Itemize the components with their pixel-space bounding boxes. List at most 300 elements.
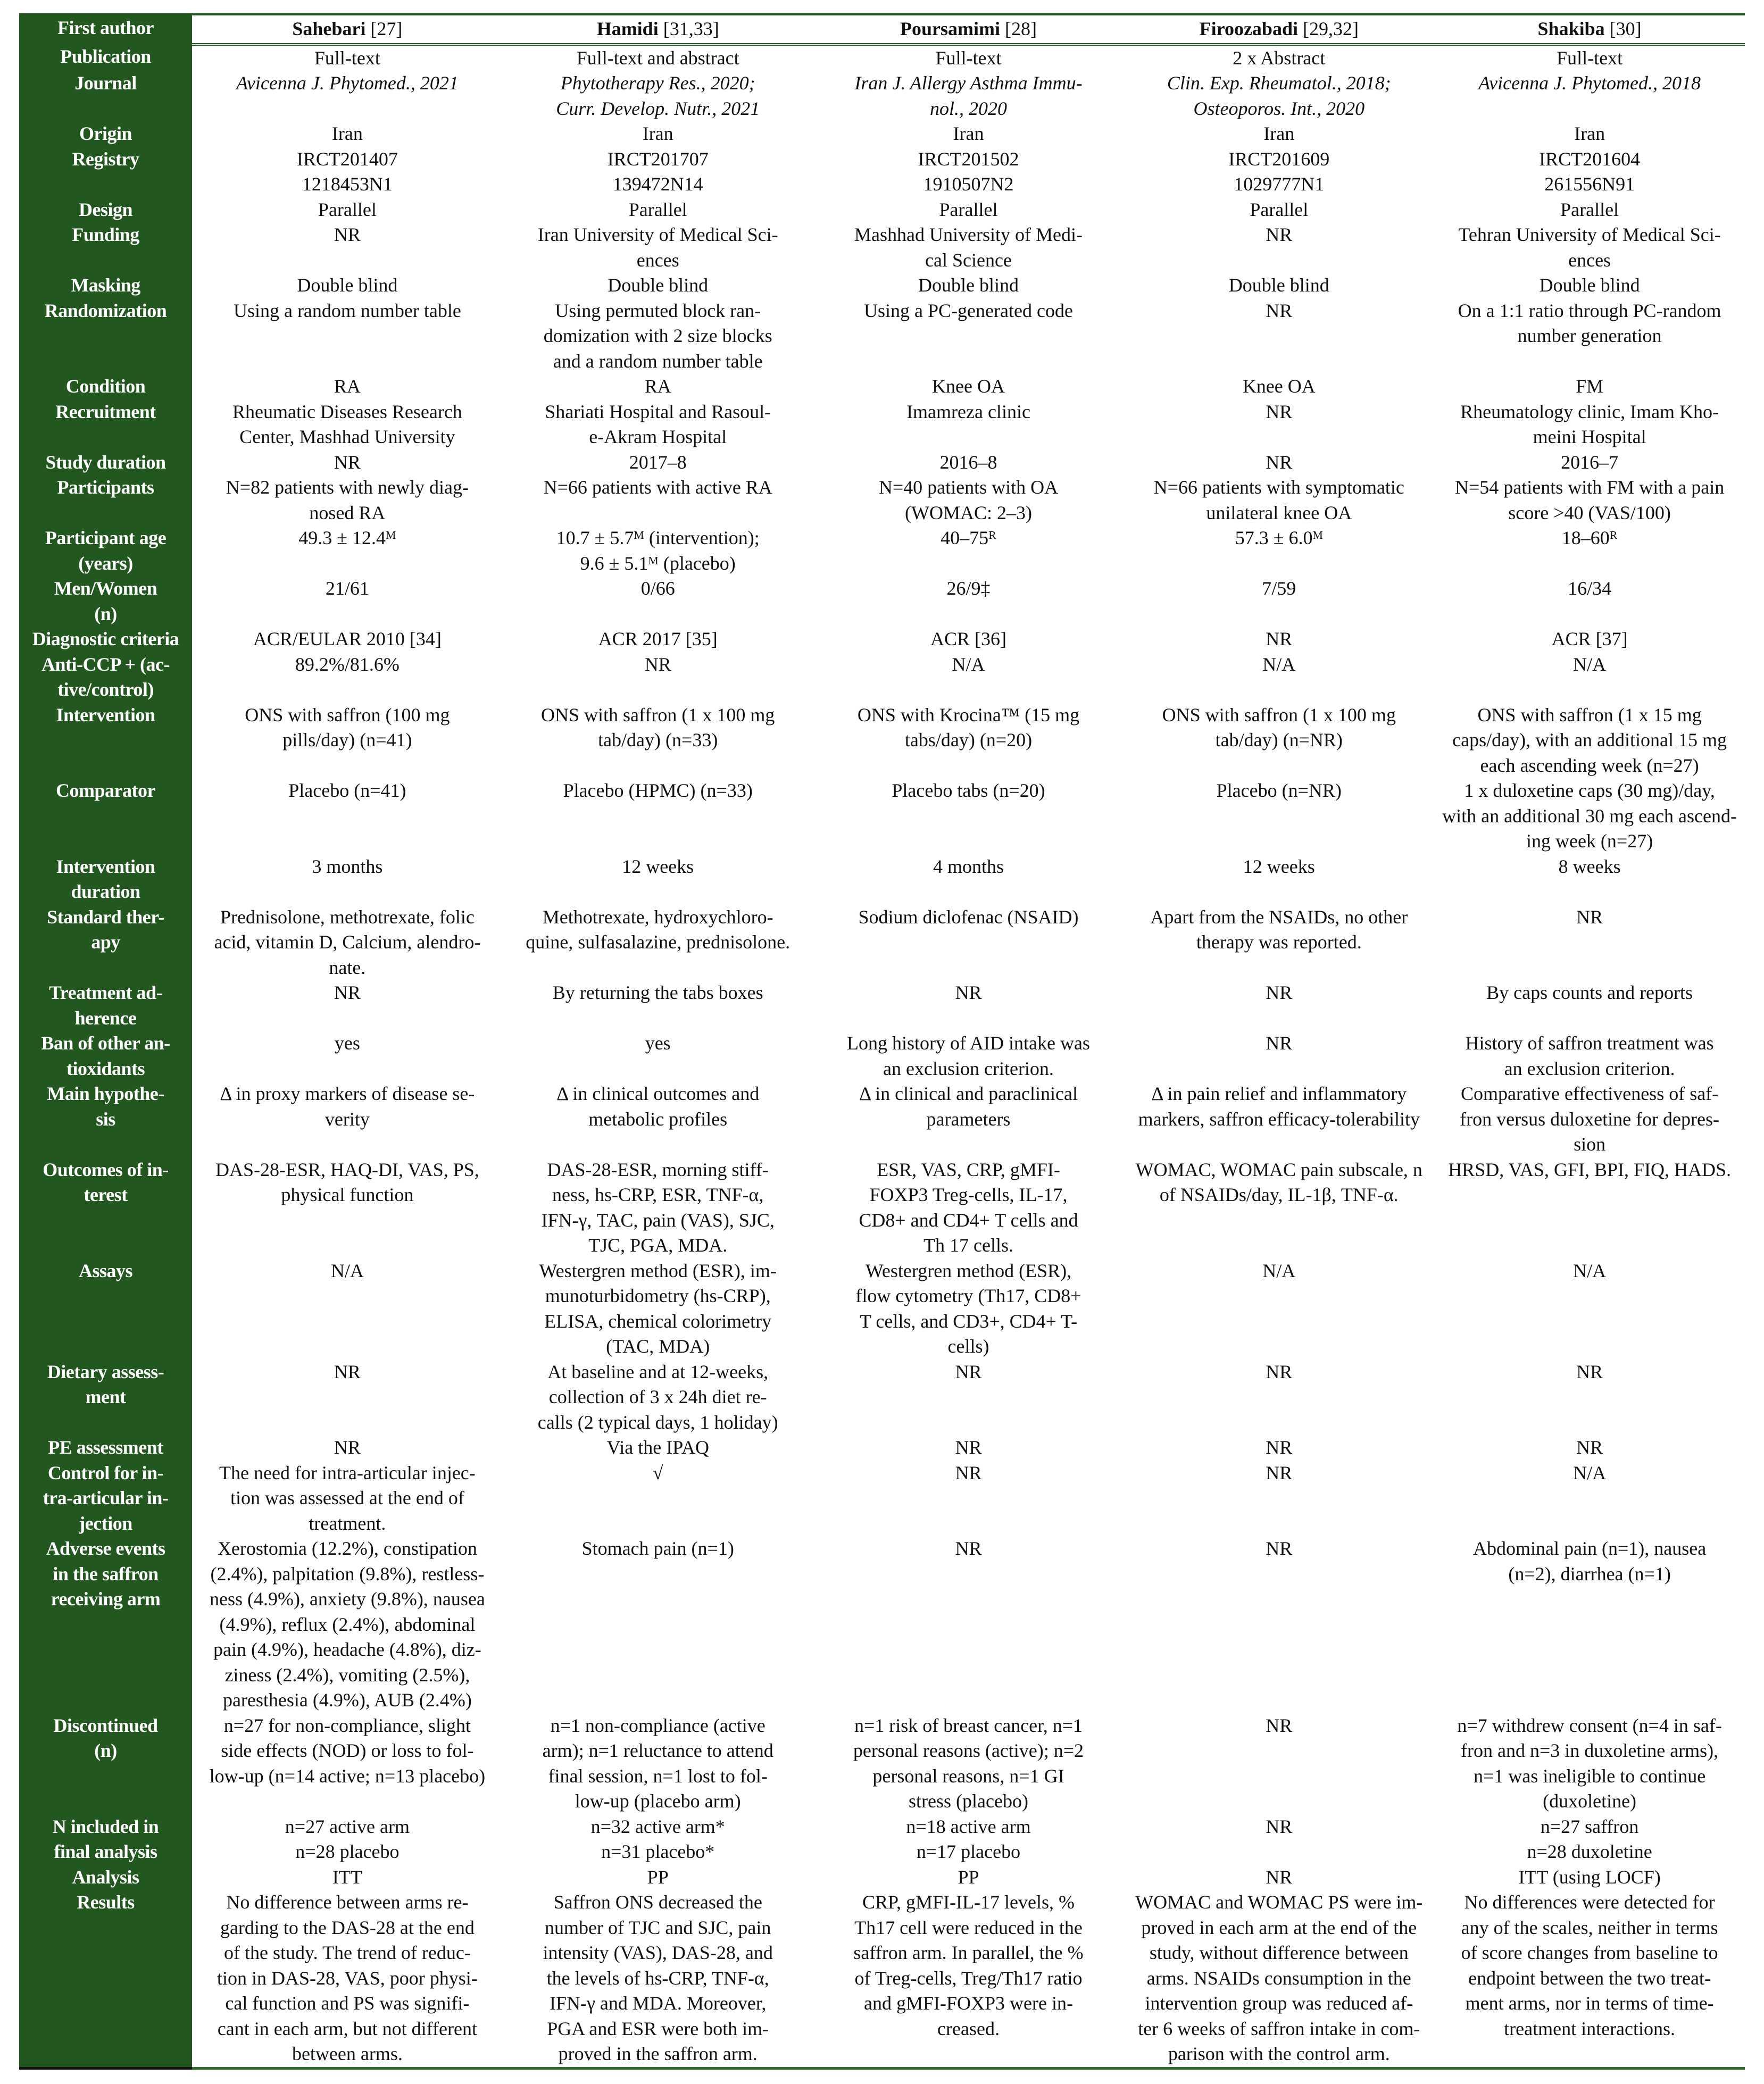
cell-line: low-up (placebo arm) <box>575 1790 741 1812</box>
table-row <box>19 197 1745 223</box>
cell-line: N/A <box>1573 1462 1607 1483</box>
table-cell <box>503 71 813 121</box>
cell-line: Westergren method (ESR), <box>865 1260 1072 1281</box>
row-label <box>19 121 192 147</box>
cell-line: n=28 duxoletine <box>1527 1841 1652 1862</box>
cell-line: Δ in pain relief and inflammatory <box>1151 1083 1407 1104</box>
row-label <box>19 222 192 273</box>
table-cell <box>503 298 813 374</box>
table-cell <box>813 1890 1124 2068</box>
cell-line: fron and n=3 in duxoletine arms), <box>1460 1740 1719 1761</box>
cell-line: NR <box>1266 1437 1293 1458</box>
cell-line: No difference between arms re- <box>226 1891 469 1913</box>
cell-line: Clin. Exp. Rheumatol., 2018; <box>1167 72 1391 94</box>
cell-line: Double blind <box>608 274 709 296</box>
cell-line: N=82 patients with newly diag- <box>226 477 469 498</box>
table-cell <box>813 854 1124 905</box>
table-cell <box>192 1713 503 1814</box>
cell-line: Iran J. Allergy Asthma Immu- <box>854 72 1083 94</box>
table-cell <box>1434 197 1745 223</box>
table-cell <box>1124 1258 1434 1360</box>
table-cell <box>192 1461 503 1537</box>
corner-label: First author <box>19 14 192 44</box>
cell-line: of the study. The trend of reduc- <box>223 1942 471 1963</box>
cell-line: ONS with saffron (1 x 15 mg <box>1477 704 1702 726</box>
study-characteristics-table <box>19 13 1745 2070</box>
row-label <box>19 298 192 374</box>
cell-line: sion <box>1574 1133 1606 1155</box>
table-cell <box>1434 399 1745 450</box>
row-label-line: Treatment ad- <box>48 982 163 1003</box>
cell-line: 49.3 ± 12.4ᴹ <box>298 527 396 548</box>
table-cell <box>813 197 1124 223</box>
row-label-line: jection <box>79 1512 132 1534</box>
cell-line: of Treg-cells, Treg/Th17 ratio <box>854 1967 1083 1989</box>
table-cell <box>192 1536 503 1713</box>
cell-line: low-up (n=14 active; n=13 placebo) <box>209 1765 486 1787</box>
table-row <box>19 121 1745 147</box>
row-label-line: Men/Women <box>54 578 157 599</box>
cell-line: NR <box>1266 982 1293 1003</box>
cell-line: N/A <box>1262 653 1296 675</box>
row-label-line: Intervention <box>56 855 155 877</box>
cell-line: Curr. Develop. Nutr., 2021 <box>556 97 760 119</box>
table-row <box>19 1713 1745 1814</box>
cell-line: verity <box>324 1108 370 1130</box>
table-cell <box>192 652 503 703</box>
cell-line: Rheumatic Diseases Research <box>232 401 462 422</box>
table-cell <box>1124 450 1434 476</box>
cell-line: tabs/day) (n=20) <box>904 729 1033 751</box>
table-row <box>19 222 1745 273</box>
row-label-line: Results <box>77 1891 135 1913</box>
cell-line: By caps counts and reports <box>1486 982 1693 1003</box>
cell-line: the levels of hs-CRP, TNF-α, <box>546 1967 769 1989</box>
cell-line: Th 17 cells. <box>923 1235 1013 1256</box>
cell-line: n=27 for non-compliance, slight <box>223 1714 471 1736</box>
table-row <box>19 1360 1745 1436</box>
column-header: Firoozabadi [29,32] <box>1124 14 1434 44</box>
cell-line: DAS-28-ESR, morning stiff- <box>547 1158 769 1180</box>
table-row <box>19 475 1745 526</box>
row-label-line: Condition <box>65 376 146 397</box>
cell-line: ing week (n=27) <box>1526 830 1653 852</box>
cell-line: Knee OA <box>1242 376 1316 397</box>
table-cell <box>503 44 813 71</box>
cell-line: pills/day) (n=41) <box>282 729 412 751</box>
cell-line: RA <box>644 376 671 397</box>
row-label <box>19 475 192 526</box>
table-cell <box>503 1081 813 1157</box>
table-cell <box>1124 627 1434 652</box>
table-cell <box>503 1360 813 1436</box>
cell-line: arm); n=1 reluctance to attend <box>542 1740 773 1761</box>
row-label <box>19 576 192 627</box>
table-cell <box>192 1031 503 1081</box>
cell-line: 1218453N1 <box>302 173 393 195</box>
cell-line: caps/day), with an additional 15 mg <box>1452 729 1727 751</box>
row-label-line: Registry <box>72 148 139 170</box>
row-label <box>19 526 192 576</box>
cell-line: Phytotherapy Res., 2020; <box>560 72 755 94</box>
cell-line: Full-text <box>314 47 380 69</box>
table-row <box>19 374 1745 399</box>
row-label <box>19 1461 192 1537</box>
table-row <box>19 1865 1745 1890</box>
table-cell <box>192 905 503 981</box>
cell-line: 2017–8 <box>629 451 687 473</box>
table-cell <box>813 526 1124 576</box>
cell-line: NR <box>1266 628 1293 649</box>
table-cell <box>1434 1258 1745 1360</box>
table-cell <box>192 197 503 223</box>
cell-line: cal Science <box>925 249 1012 271</box>
table-row <box>19 1536 1745 1713</box>
cell-line: 16/34 <box>1568 578 1612 599</box>
cell-line: IRCT201604 <box>1539 148 1641 170</box>
table-cell <box>192 1081 503 1157</box>
row-label-line: tive/control) <box>57 679 154 700</box>
cell-line: 10.7 ± 5.7ᴹ (intervention); <box>556 527 760 548</box>
cell-line: Δ in clinical and paraclinical <box>859 1083 1078 1104</box>
cell-line: n=1 non-compliance (active <box>550 1714 765 1736</box>
cell-line: Full-text <box>935 47 1002 69</box>
table-cell <box>503 374 813 399</box>
cell-line: ness, hs-CRP, ESR, TNF-α, <box>552 1184 764 1205</box>
cell-line: with an additional 30 mg each ascend- <box>1442 805 1737 827</box>
table-cell <box>1434 1814 1745 1865</box>
table-cell <box>1124 905 1434 981</box>
cell-line: Avicenna J. Phytomed., 2021 <box>236 72 459 94</box>
table-cell <box>813 1157 1124 1258</box>
cell-line: 12 weeks <box>1243 855 1315 877</box>
cell-line: Parallel <box>939 198 998 220</box>
row-label-line: Participant age <box>45 527 167 548</box>
cell-line: 1029777N1 <box>1234 173 1325 195</box>
cell-line: At baseline and at 12-weeks, <box>547 1361 769 1382</box>
table-cell <box>813 652 1124 703</box>
table-cell <box>1124 44 1434 71</box>
cell-line: ter 6 weeks of saffron intake in com- <box>1138 2018 1420 2039</box>
cell-line: ness (4.9%), anxiety (9.8%), nausea <box>209 1588 485 1610</box>
table-cell <box>503 1435 813 1461</box>
cell-line: N/A <box>1573 653 1607 675</box>
row-label <box>19 44 192 71</box>
cell-line: Double blind <box>918 274 1019 296</box>
column-header: Hamidi [31,33] <box>503 14 813 44</box>
table-row <box>19 1814 1745 1865</box>
table-row <box>19 526 1745 576</box>
cell-line: NR <box>1266 224 1293 245</box>
cell-line: PP <box>647 1866 669 1888</box>
column-header: Poursamimi [28] <box>813 14 1124 44</box>
table-cell <box>813 121 1124 147</box>
cell-line: therapy was reported. <box>1196 931 1362 953</box>
column-header: Shakiba [30] <box>1434 14 1745 44</box>
cell-line: IRCT201407 <box>296 148 398 170</box>
cell-line: NR <box>644 653 671 675</box>
cell-line: Sodium diclofenac (NSAID) <box>858 906 1079 928</box>
cell-line: NR <box>1266 451 1293 473</box>
table-cell <box>813 1435 1124 1461</box>
cell-line: IFN-γ and MDA. Moreover, <box>550 1993 767 2014</box>
cell-line: Apart from the NSAIDs, no other <box>1150 906 1408 928</box>
cell-line: N=66 patients with symptomatic <box>1153 477 1404 498</box>
row-label-line: Diagnostic criteria <box>32 628 179 649</box>
cell-line: ONS with saffron (1 x 100 mg <box>1162 704 1396 726</box>
cell-line: NR <box>955 1437 982 1458</box>
table-cell <box>1124 1031 1434 1081</box>
table-row <box>19 273 1745 298</box>
cell-line: NR <box>1576 906 1603 928</box>
table-cell <box>813 222 1124 273</box>
cell-line: cant in each arm, but not different <box>217 2018 477 2039</box>
cell-line: IRCT201502 <box>918 148 1019 170</box>
cell-line: proved in each arm at the end of the <box>1141 1916 1417 1938</box>
table-cell <box>813 1081 1124 1157</box>
row-label-line: Control for in- <box>47 1462 164 1483</box>
row-label-line: Masking <box>71 274 140 296</box>
cell-line: DAS-28-ESR, HAQ-DI, VAS, PS, <box>215 1158 479 1180</box>
table-cell <box>813 703 1124 779</box>
cell-line: munoturbidometry (hs-CRP), <box>545 1285 771 1306</box>
cell-line: Iran <box>1263 123 1295 144</box>
table-cell <box>192 1865 503 1890</box>
cell-line: saffron arm. In parallel, the % <box>853 1942 1084 1963</box>
cell-line: parison with the control arm. <box>1168 2043 1390 2064</box>
table-cell <box>1434 627 1745 652</box>
table-cell <box>192 576 503 627</box>
cell-line: 2016–8 <box>939 451 997 473</box>
table-cell <box>813 1814 1124 1865</box>
cell-line: paresthesia (4.9%), AUB (2.4%) <box>222 1689 472 1711</box>
cell-line: On a 1:1 ratio through PC-random <box>1458 299 1721 321</box>
row-label-line: tioxidants <box>66 1057 145 1079</box>
cell-line: Abdominal pain (n=1), nausea <box>1473 1538 1707 1559</box>
cell-line: 2 x Abstract <box>1233 47 1326 69</box>
cell-line: ACR 2017 [35] <box>598 628 718 649</box>
cell-line: Mashhad University of Medi- <box>854 224 1083 245</box>
table-cell <box>192 399 503 450</box>
row-label <box>19 71 192 121</box>
column-header: Sahebari [27] <box>192 14 503 44</box>
cell-line: PP <box>958 1866 979 1888</box>
table-cell <box>192 1814 503 1865</box>
cell-line: NR <box>334 451 361 473</box>
table-cell <box>1434 854 1745 905</box>
table-cell <box>192 475 503 526</box>
table-cell <box>1124 1890 1434 2068</box>
row-label <box>19 197 192 223</box>
row-label-line: PE assessment <box>48 1437 163 1458</box>
cell-line: N/A <box>330 1260 364 1281</box>
cell-line: Δ in clinical outcomes and <box>556 1083 760 1104</box>
row-label <box>19 778 192 854</box>
table-row <box>19 905 1745 981</box>
row-label-line: Discontinued <box>53 1714 158 1736</box>
table-cell <box>1124 778 1434 854</box>
cell-line: Shariati Hospital and Rasoul- <box>545 401 771 422</box>
cell-line: NR <box>334 982 361 1003</box>
table-cell <box>1434 1157 1745 1258</box>
row-label-line: Publication <box>60 46 151 67</box>
row-label-line: Analysis <box>72 1866 139 1888</box>
cell-line: NR <box>1266 1714 1293 1736</box>
cell-line: 261556N91 <box>1544 173 1635 195</box>
cell-line: creased. <box>937 2018 1000 2039</box>
table-cell <box>1124 71 1434 121</box>
cell-line: number generation <box>1517 325 1662 346</box>
cell-line: physical function <box>281 1184 414 1205</box>
cell-line: N/A <box>952 653 985 675</box>
table-cell <box>813 1536 1124 1713</box>
row-label-line: herence <box>74 1007 137 1029</box>
cell-line: n=17 placebo <box>916 1841 1021 1862</box>
table-row <box>19 1461 1745 1537</box>
cell-line: The need for intra-articular injec- <box>219 1462 476 1483</box>
cell-line: ACR [36] <box>930 628 1006 649</box>
row-label <box>19 980 192 1031</box>
row-label-line: Intervention <box>56 704 155 726</box>
table-cell <box>192 222 503 273</box>
row-label-line: (n) <box>94 1740 117 1761</box>
cell-line: NR <box>1266 1815 1293 1837</box>
row-label <box>19 1031 192 1081</box>
table-cell <box>503 1713 813 1814</box>
cell-line: metabolic profiles <box>588 1108 728 1130</box>
row-label <box>19 147 192 197</box>
table-cell <box>813 1360 1124 1436</box>
row-label-line: Anti-CCP + (ac- <box>41 653 170 675</box>
row-label <box>19 1865 192 1890</box>
table-cell <box>1124 475 1434 526</box>
cell-line: Osteoporos. Int., 2020 <box>1193 97 1365 119</box>
cell-line: n=27 saffron <box>1540 1815 1639 1837</box>
cell-line: IRCT201609 <box>1228 148 1330 170</box>
cell-line: calls (2 typical days, 1 holiday) <box>537 1411 778 1433</box>
row-label-line: duration <box>71 881 140 902</box>
cell-line: ESR, VAS, CRP, gMFI- <box>877 1158 1060 1180</box>
cell-line: n=18 active arm <box>906 1815 1031 1837</box>
cell-line: cal function and PS was signifi- <box>225 1993 470 2014</box>
table-cell <box>1124 1713 1434 1814</box>
cell-line: NR <box>955 982 982 1003</box>
cell-line: and gMFI-FOXP3 were in- <box>864 1993 1073 2014</box>
table-cell <box>1434 1865 1745 1890</box>
cell-line: Comparative effectiveness of saf- <box>1461 1083 1719 1104</box>
table-cell <box>503 627 813 652</box>
table-cell <box>1434 273 1745 298</box>
cell-line: NR <box>1266 1361 1293 1382</box>
row-label-line: Study duration <box>45 451 166 473</box>
cell-line: NR <box>1576 1437 1603 1458</box>
cell-line: ONS with saffron (100 mg <box>245 704 450 726</box>
table-cell <box>503 1258 813 1360</box>
row-label-line: Design <box>78 198 132 220</box>
row-label-line: tra-articular in- <box>43 1487 169 1508</box>
cell-line: NR <box>334 1361 361 1382</box>
cell-line: HRSD, VAS, GFI, BPI, FIQ, HADS. <box>1448 1158 1731 1180</box>
table-cell <box>503 1865 813 1890</box>
cell-line: Knee OA <box>932 376 1005 397</box>
table-cell <box>192 121 503 147</box>
cell-line: Stomach pain (n=1) <box>581 1538 734 1559</box>
table-cell <box>503 1890 813 2068</box>
cell-line: 139472N14 <box>612 173 703 195</box>
cell-line: FOXP3 Treg-cells, IL-17, <box>869 1184 1068 1205</box>
row-label-line: Standard ther- <box>47 906 164 928</box>
cell-line: (duxoletine) <box>1543 1790 1637 1812</box>
table-cell <box>1124 147 1434 197</box>
table-row <box>19 1890 1745 2068</box>
cell-line: Prednisolone, methotrexate, folic <box>220 906 475 928</box>
cell-line: Saffron ONS decreased the <box>553 1891 762 1913</box>
cell-line: pain (4.9%), headache (4.8%), diz- <box>213 1639 481 1660</box>
cell-line: n=1 risk of breast cancer, n=1 <box>854 1714 1083 1736</box>
table-body <box>19 44 1745 2068</box>
cell-line: tab/day) (n=33) <box>598 729 718 751</box>
cell-line: PGA and ESR were both im- <box>547 2018 769 2039</box>
header-row <box>19 14 1745 44</box>
row-label <box>19 1157 192 1258</box>
table-cell <box>1124 298 1434 374</box>
cell-line: No differences were detected for <box>1464 1891 1715 1913</box>
cell-line: (n=2), diarrhea (n=1) <box>1508 1563 1671 1585</box>
cell-line: Using a PC-generated code <box>864 299 1073 321</box>
cell-line: 3 months <box>312 855 383 877</box>
table-cell <box>813 374 1124 399</box>
cell-line: domization with 2 size blocks <box>543 325 772 346</box>
cell-line: unilateral knee OA <box>1206 502 1352 523</box>
table-cell <box>1434 71 1745 121</box>
row-label-line: apy <box>91 931 120 953</box>
table-cell <box>1434 1360 1745 1436</box>
table-row <box>19 778 1745 854</box>
table-cell <box>1434 222 1745 273</box>
cell-line: markers, saffron efficacy-tolerability <box>1138 1108 1420 1130</box>
table-cell <box>192 44 503 71</box>
table-cell <box>1124 1081 1434 1157</box>
cell-line: ONS with Krocina™ (15 mg <box>857 704 1080 726</box>
cell-line: Double blind <box>297 274 398 296</box>
cell-line: CRP, gMFI-IL-17 levels, % <box>862 1891 1075 1913</box>
table-cell <box>1124 273 1434 298</box>
table-cell <box>1124 121 1434 147</box>
table-cell <box>1124 1536 1434 1713</box>
cell-line: NR <box>1266 1866 1293 1888</box>
table-cell <box>1124 980 1434 1031</box>
row-label-line: N included in <box>52 1815 159 1837</box>
table-cell <box>1124 1360 1434 1436</box>
table-cell <box>813 980 1124 1031</box>
cell-line: (TAC, MDA) <box>606 1336 710 1357</box>
table-row <box>19 1081 1745 1157</box>
table-cell <box>813 778 1124 854</box>
cell-line: n=32 active arm* <box>590 1815 725 1837</box>
cell-line: Tehran University of Medical Sci- <box>1458 224 1721 245</box>
table-cell <box>1124 652 1434 703</box>
table-cell <box>192 1157 503 1258</box>
cell-line: 40–75ᴿ <box>941 527 996 548</box>
table-cell <box>503 197 813 223</box>
cell-line: NR <box>1576 1361 1603 1382</box>
cell-line: NR <box>955 1361 982 1382</box>
cell-line: n=1 was ineligible to continue <box>1473 1765 1706 1787</box>
row-label <box>19 1890 192 2068</box>
cell-line: collection of 3 x 24h diet re- <box>548 1386 767 1407</box>
row-label <box>19 1360 192 1436</box>
cell-line: NR <box>955 1538 982 1559</box>
